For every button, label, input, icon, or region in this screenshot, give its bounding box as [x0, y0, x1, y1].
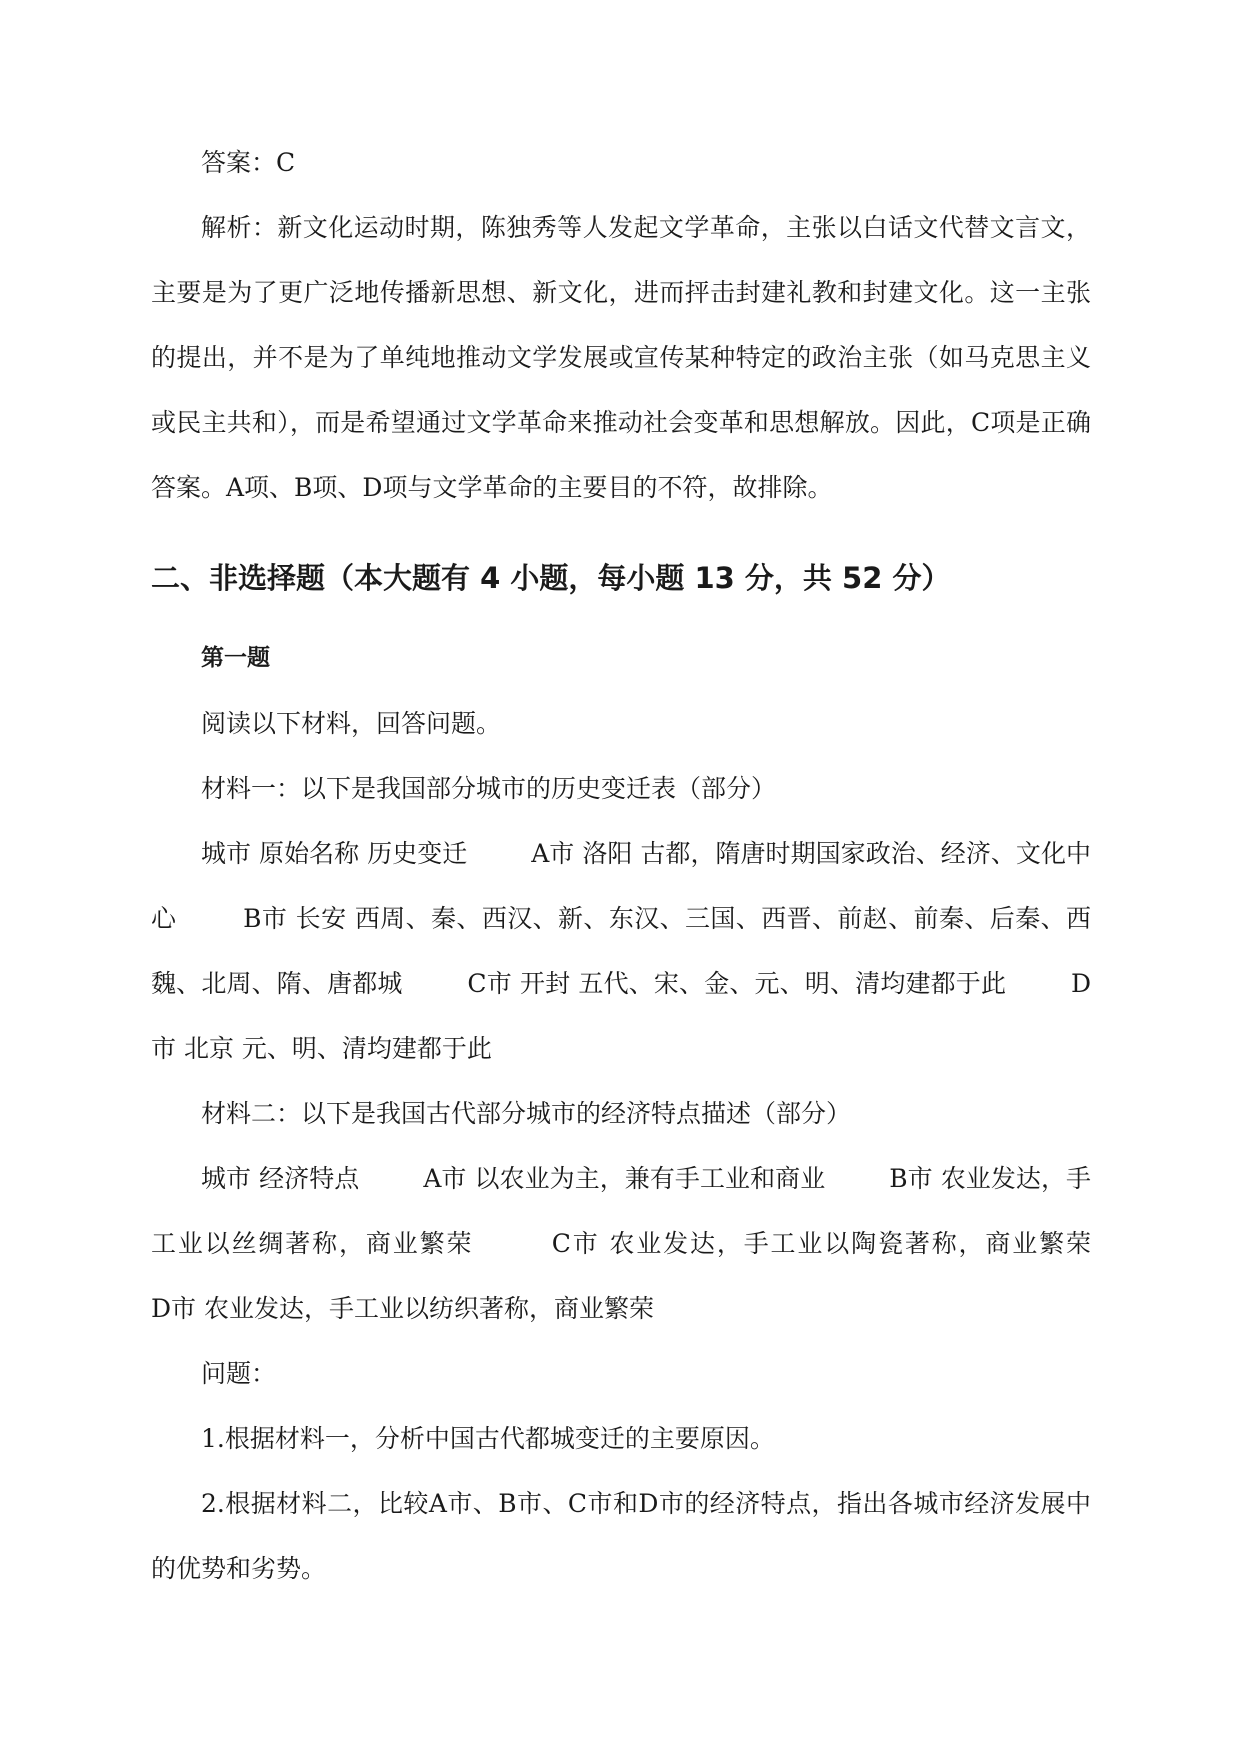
answer-line: 答案：C	[201, 148, 296, 177]
material2-body: 城市 经济特点 A市 以农业为主，兼有手工业和商业 B市 农业发达，手工业以丝绸著称，商业繁荣 C市 农业发达，手工业以陶瓷著称，商业繁荣 D市 农业发达，手工业以纺织著称，商业繁荣	[151, 1164, 1155, 1323]
material2-title: 材料二：以下是我国古代部分城市的经济特点描述（部分）	[201, 1099, 852, 1128]
instruction-line: 阅读以下材料，回答问题。	[201, 709, 502, 738]
material1-body: 城市 原始名称 历史变迁 A市 洛阳 古都，隋唐时期国家政治、经济、文化中心 B市 长安 西周、秦、西汉、新、东汉、三国、西晋、前赵、前秦、后秦、西魏、北周、隋、唐都城 C市 开封 五代、宋、金、元、明、清均建都于此 D市 北京 元、明、清均建都于此	[151, 839, 1091, 1063]
questions-label: 问题：	[201, 1359, 277, 1388]
question-2: 2.根据材料二，比较A市、B市、C市和D市的经济特点，指出各城市经济发展中的优势和劣势。	[151, 1489, 1091, 1583]
document-page	[151, 130, 1155, 1601]
question-1: 1.根据材料一，分析中国古代都城变迁的主要原因。	[201, 1424, 775, 1453]
section-heading: 二、非选择题（本大题有 4 小题，每小题 13 分，共 52 分）	[151, 561, 951, 595]
material1-title: 材料一：以下是我国部分城市的历史变迁表（部分）	[201, 774, 777, 803]
question-title: 第一题	[201, 645, 270, 671]
analysis-paragraph: 解析：新文化运动时期，陈独秀等人发起文学革命，主张以白话文代替文言文，主要是为了更广泛地传播新思想、新文化，进而抨击封建礼教和封建文化。这一主张的提出，并不是为了单纯地推动文学发展或宣传某种特定的政治主张（如马克思主义或民主共和），而是希望通过文学革命来推动社会变革和思想解放。因此，C项是正确答案。A项、B项、D项与文学革命的主要目的不符，故排除。	[151, 213, 1091, 502]
